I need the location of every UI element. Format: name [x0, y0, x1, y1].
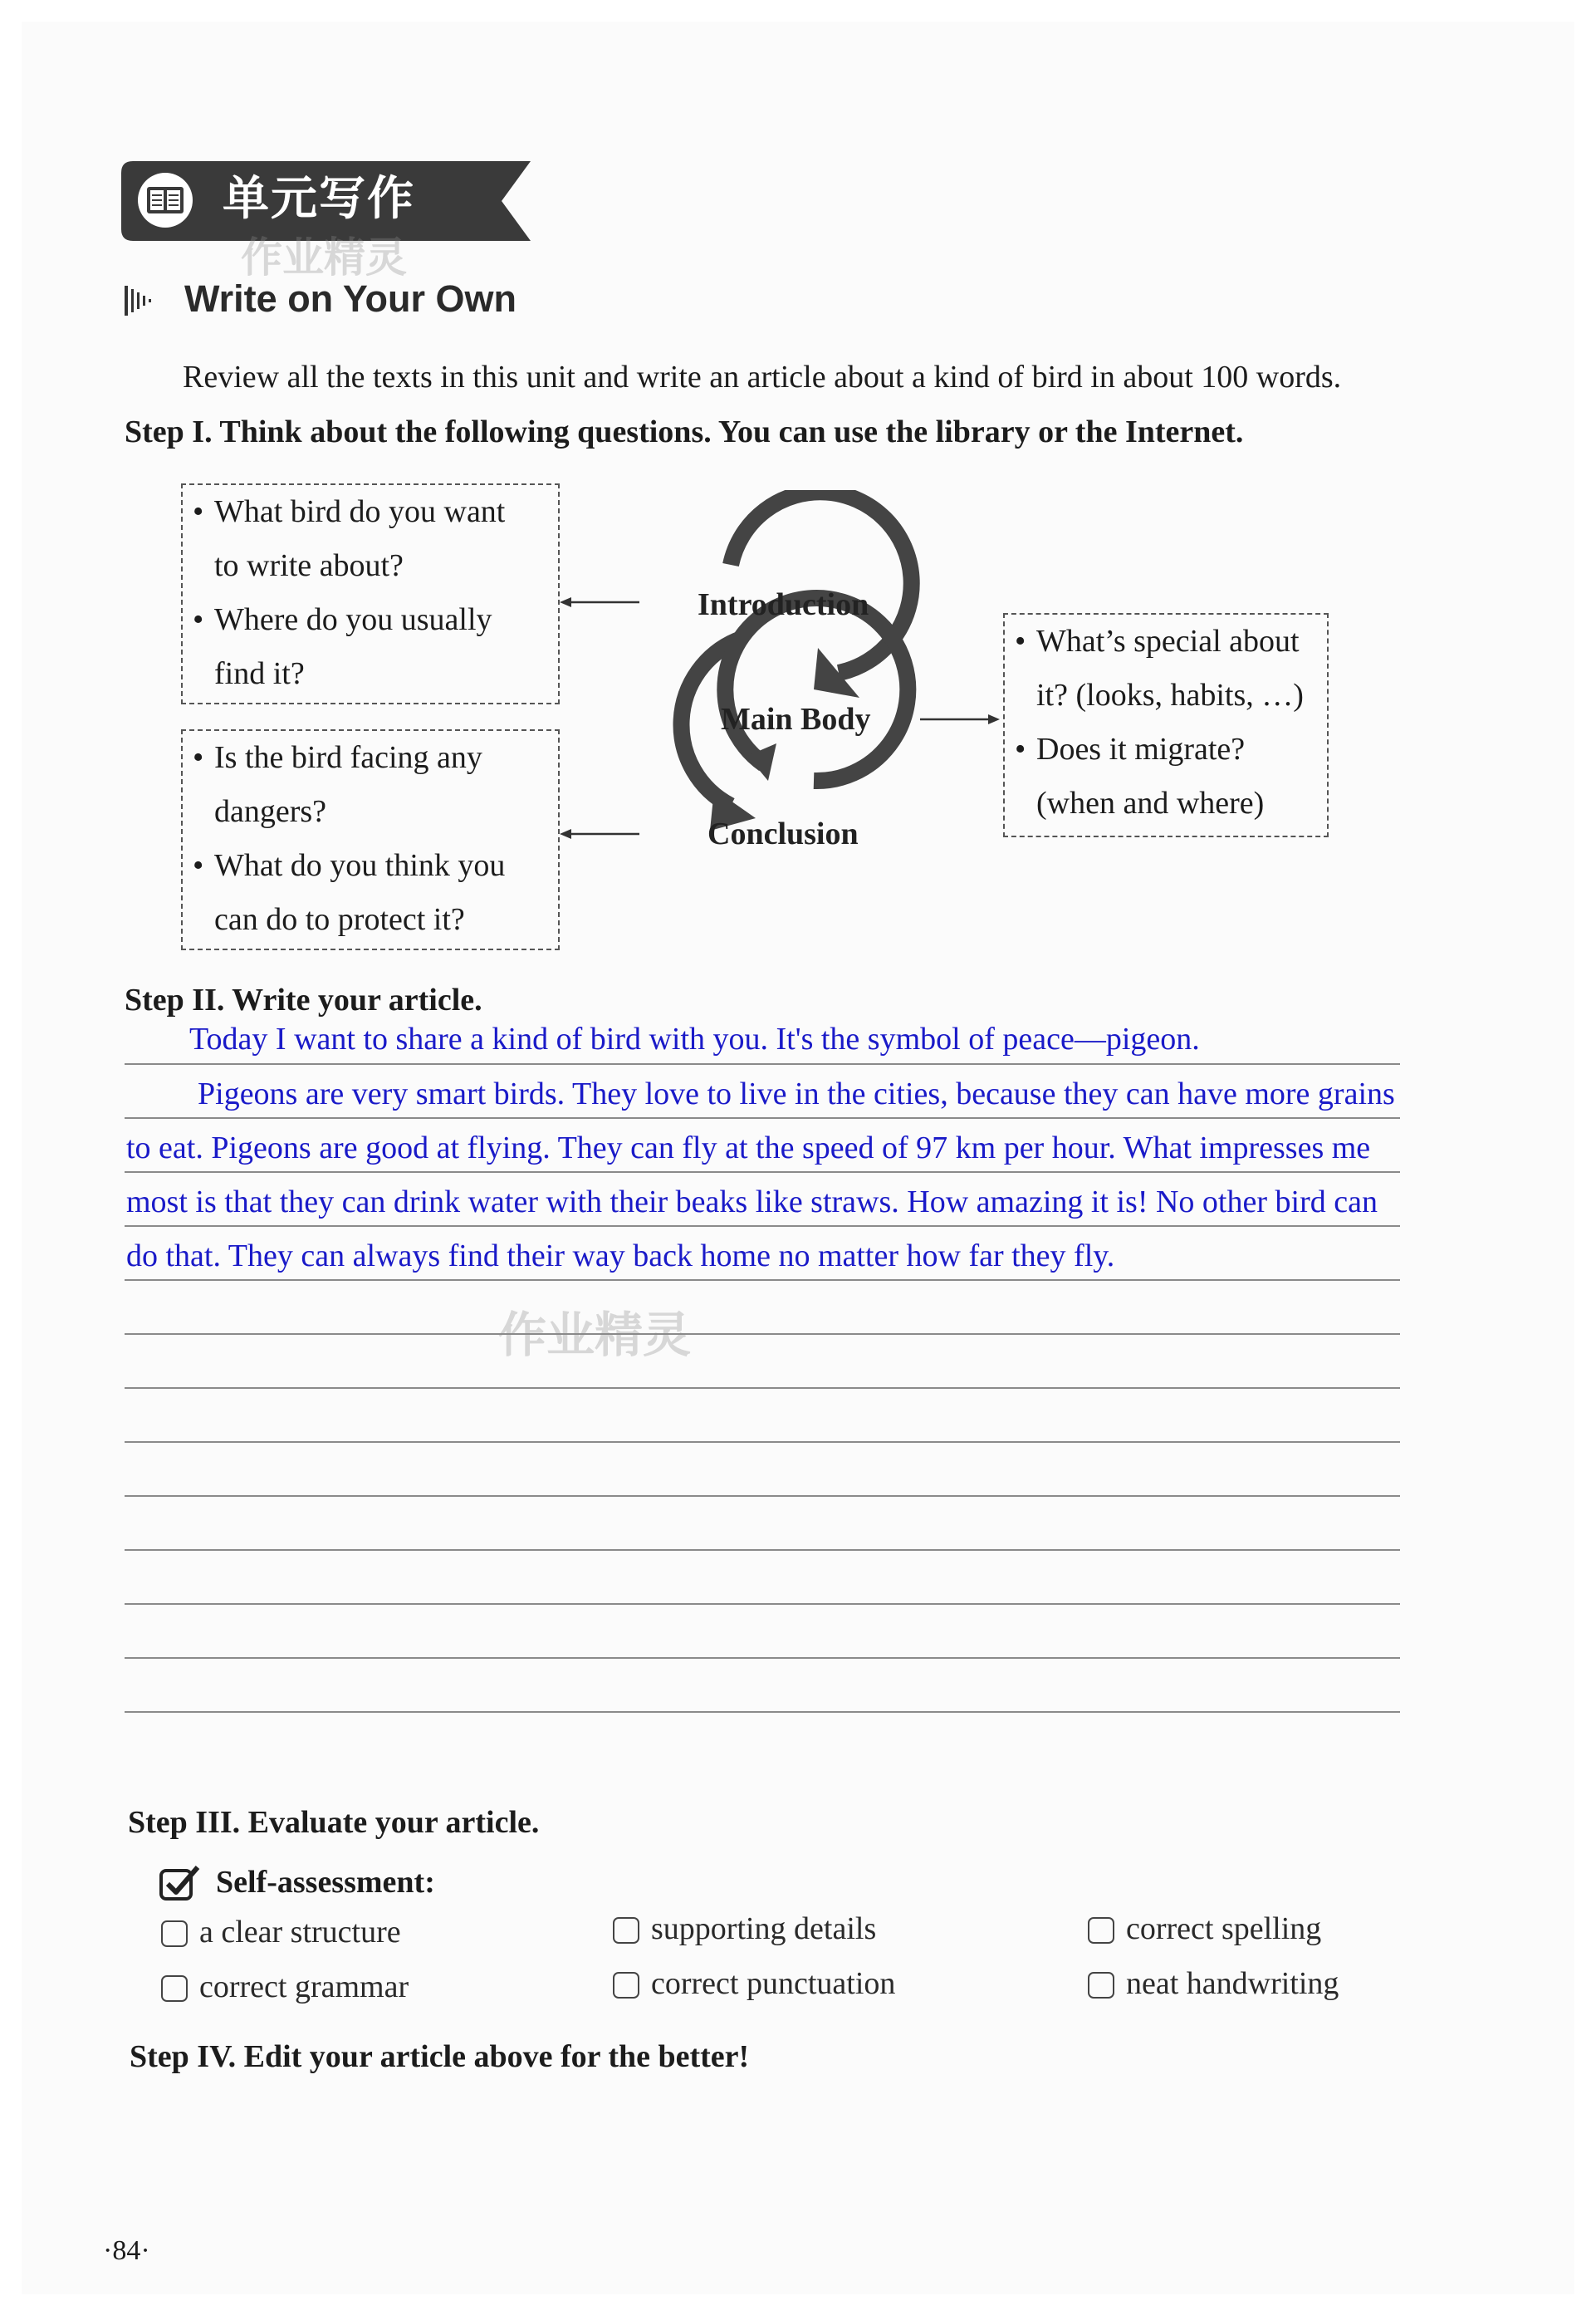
writing-line	[125, 1225, 1400, 1227]
writing-line	[125, 1657, 1400, 1659]
cycle-main-body-label: Main Body	[721, 702, 871, 737]
watermark: 作业精灵	[241, 233, 407, 282]
question-item: • Where do you usually find it?	[193, 602, 492, 691]
question-item: • What’s special about it? (looks, habits, …)	[1015, 624, 1304, 713]
arrow-left-icon	[558, 826, 641, 842]
cycle-introduction-label: Introduction	[698, 587, 869, 622]
writing-line	[125, 1549, 1400, 1551]
writing-line	[125, 1171, 1400, 1173]
writing-line	[125, 1711, 1400, 1713]
criteria-checkbox[interactable]	[1088, 1917, 1114, 1944]
criteria-label: correct punctuation	[651, 1966, 896, 2001]
self-assessment-label: Self-assessment:	[216, 1865, 435, 1900]
step-3-title: Step III. Evaluate your article.	[128, 1805, 540, 1840]
section-title: Write on Your Own	[184, 277, 517, 320]
question-box-conclusion	[181, 729, 560, 950]
criteria-label: neat handwriting	[1126, 1966, 1339, 2001]
book-icon	[136, 171, 194, 229]
writing-line	[125, 1279, 1400, 1281]
writing-line	[125, 1441, 1400, 1443]
article-line: to eat. Pigeons are good at flying. They can fly at the speed of 97 km per hour. What impresses me	[126, 1131, 1371, 1165]
banner-title: 单元写作	[223, 172, 415, 226]
writing-line	[125, 1117, 1400, 1119]
arrow-right-icon	[918, 711, 1001, 728]
writing-line	[125, 1387, 1400, 1389]
arrow-left-icon	[558, 594, 641, 611]
criteria-checkbox[interactable]	[613, 1972, 639, 1999]
question-item: • Is the bird facing any dangers?	[193, 740, 482, 829]
criteria-label: correct grammar	[199, 1969, 409, 2004]
question-item: • What do you think you can do to protect it?	[193, 848, 506, 937]
criteria-checkbox[interactable]	[161, 1975, 188, 2002]
writing-line	[125, 1603, 1400, 1605]
question-item: • What bird do you want to write about?	[193, 494, 506, 583]
page-number: ·84·	[103, 2235, 150, 2266]
step-1-title: Step I. Think about the following questions. You can use the library or the Internet.	[125, 414, 1244, 449]
question-item: • Does it migrate? (when and where)	[1015, 732, 1265, 821]
criteria-checkbox[interactable]	[1088, 1972, 1114, 1999]
writing-line	[125, 1333, 1400, 1335]
criteria-checkbox[interactable]	[613, 1917, 639, 1944]
writing-line	[125, 1495, 1400, 1497]
writing-line	[125, 1063, 1400, 1065]
article-line: Today I want to share a kind of bird with you. It's the symbol of peace—pigeon.	[189, 1022, 1200, 1057]
criteria-label: supporting details	[651, 1911, 877, 1946]
checked-box-icon	[159, 1864, 203, 1906]
criteria-checkbox[interactable]	[161, 1920, 188, 1947]
task-instruction: Review all the texts in this unit and write an article about a kind of bird in about 100 words.	[183, 360, 1342, 395]
question-box-introduction	[181, 483, 560, 704]
cycle-conclusion-label: Conclusion	[707, 817, 859, 851]
step-2-title: Step II. Write your article.	[125, 983, 482, 1018]
criteria-label: a clear structure	[199, 1915, 401, 1950]
section-marker-icon	[125, 284, 158, 321]
criteria-label: correct spelling	[1126, 1911, 1322, 1946]
watermark: 作业精灵	[498, 1307, 692, 1363]
article-line: most is that they can drink water with their beaks like straws. How amazing it is! No other bird can	[126, 1184, 1378, 1219]
article-line: Pigeons are very smart birds. They love to live in the cities, because they can have more grains	[198, 1077, 1395, 1111]
step-4-title: Step IV. Edit your article above for the better!	[130, 2039, 750, 2074]
article-line: do that. They can always find their way back home no matter how far they fly.	[126, 1238, 1115, 1273]
question-box-main-body	[1003, 613, 1329, 837]
